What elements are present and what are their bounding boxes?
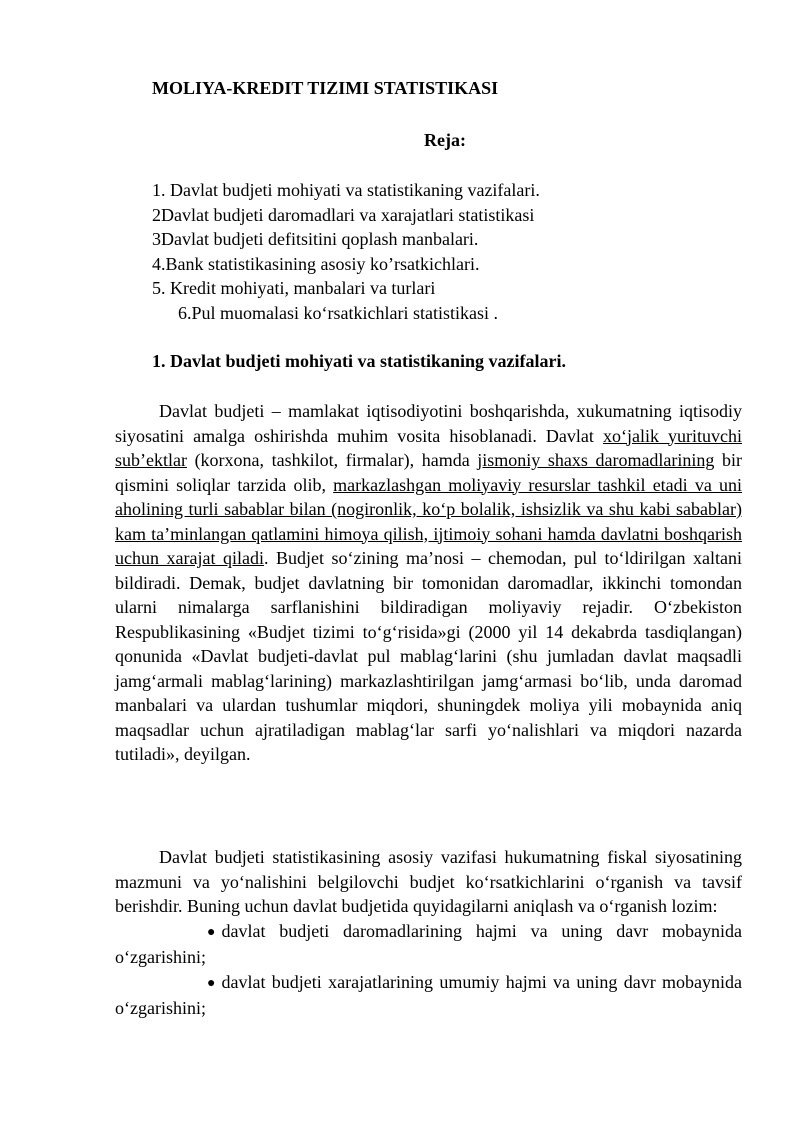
underlined-text: xo‘jalik yurituvchi sub’ektlar <box>115 425 742 470</box>
document-title: MOLIYA-KREDIT TIZIMI STATISTIKASI <box>152 78 499 98</box>
plan-item: 2Davlat budjeti daromadlari va xarajatlari statistikasi <box>152 204 535 225</box>
bullet-item <box>115 919 742 970</box>
plan-item: 4.Bank statistikasining asosiy ko’rsatkichlari. <box>152 253 480 274</box>
paragraph-text: bir qismini soliqlar tarzida olib, <box>115 450 742 495</box>
plan-heading: Reja: <box>424 130 466 150</box>
plan-item: 6.Pul muomalasi ko‘rsatkichlari statistikasi . <box>178 302 498 323</box>
plan-item: 5. Kredit mohiyati, manbalari va turlari <box>152 278 436 298</box>
underlined-text: jismoniy shaxs daromadlarining <box>477 450 715 470</box>
bullet-item <box>115 970 742 1021</box>
plan-item: 3Davlat budjeti defitsitini qoplash manbalari. <box>152 229 479 249</box>
plan-item: 1. Davlat budjeti mohiyati va statistikaning vazifalari. <box>152 180 540 200</box>
paragraph-text: (korxona, tashkilot, firmalar), hamda <box>186 450 478 470</box>
bullet-text: davlat budjeti xarajatlarining umumiy hajmi va uning davr mobaynida o‘zgarishini; <box>115 971 742 1018</box>
paragraph-1 <box>115 399 742 767</box>
paragraph-text: Davlat budjeti – mamlakat iqtisodiyotini boshqarishda, xukumatning iqtisodiy siyosatini amalga oshirishda muhim vosita hisoblanadi. Davlat <box>115 401 742 446</box>
paragraph-text: . Budjet so‘zining ma’nosi – chemodan, pul to‘ldirilgan xaltani bildiradi. Demak, budjet davlatning bir tomonidan daromadlar, ikkinchi tomondan ularni nimalarga sarflanishini bildiradigan moliyaviy rejadir. O‘zbekiston Respublikasining «Budjet tizimi to‘g‘risida»gi (2000 yil 14 dekabrda tasdiqlangan) qonunida «Davlat budjeti-davlat pul mablag‘larini (shu jumladan davlat maqsadli jamg‘armali mablag‘larining) markazlashtirilgan jamg‘armasi bo‘lib, unda daromad manbalari va ulardan tushumlar miqdori, shuningdek moliya yili mobaynida aniq maqsadlar uchun ajratiladigan mablag‘lar sarfi yo‘nalishlari va miqdori nazarda tutiladi», deyilgan. <box>115 548 742 764</box>
bullet-text: davlat budjeti daromadlarining hajmi va uning davr mobaynida o‘zgarishini; <box>115 920 742 967</box>
paragraph-2: Davlat budjeti statistikasining asosiy vazifasi hukumatning fiskal siyosatining mazmuni va yo‘nalishini belgilovchi budjet ko‘rsatkichlarini o‘rganish va tavsif berishdir. Buning uchun davlat budjetida quyidagilarni aniqlash va o‘rganish lozim: <box>115 847 742 916</box>
plan-list <box>152 178 540 325</box>
underlined-text: markazlashgan moliyaviy resurslar tashkil etadi va uni aholining turli sabablar bilan (nogironlik, ko‘p bolalik, ishsizlik va shu kabi sabablar) kam ta’minlangan qatlamini himoya qilish, ijtimoiy sohani hamda davlatni boshqarish uchun xarajat qiladi <box>115 474 742 568</box>
bullet-icon: ● <box>207 924 216 940</box>
bullet-icon: ● <box>207 975 216 991</box>
paragraph-2-block <box>115 845 742 1021</box>
section-heading: 1. Davlat budjeti mohiyati va statistikaning vazifalari. <box>152 351 567 371</box>
